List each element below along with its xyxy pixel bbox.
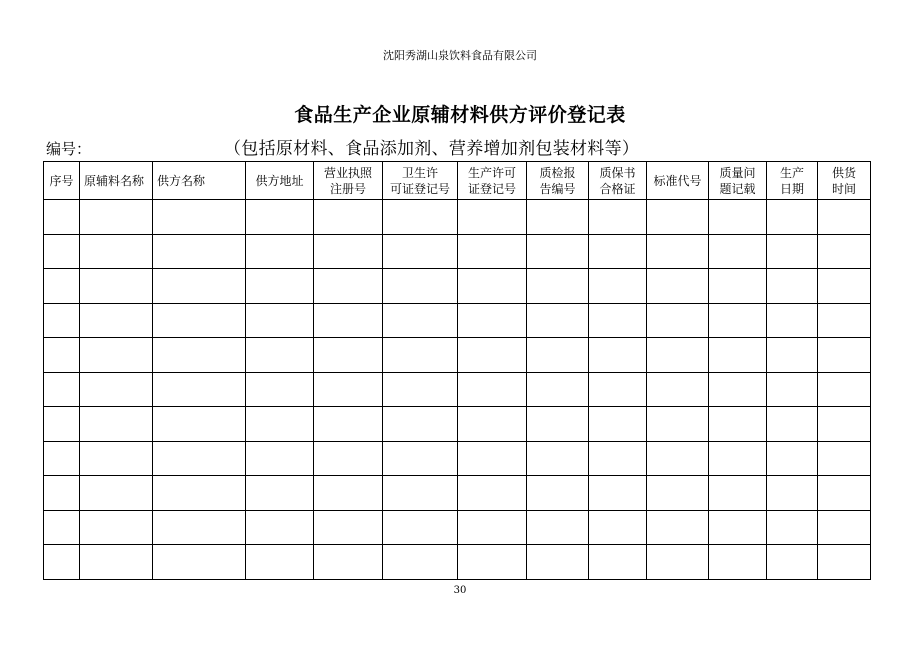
table-cell bbox=[314, 269, 383, 304]
table-cell bbox=[246, 200, 314, 235]
header-text: 告编号 bbox=[539, 181, 576, 196]
table-cell bbox=[767, 234, 818, 269]
header-text: 序号 bbox=[49, 173, 74, 188]
table-cell bbox=[647, 407, 709, 442]
table-cell bbox=[589, 545, 647, 580]
header-text: 供方地址 bbox=[255, 173, 304, 188]
table-cell bbox=[709, 269, 767, 304]
table-cell bbox=[709, 407, 767, 442]
table-cell bbox=[818, 441, 871, 476]
header-text: 注册号 bbox=[329, 181, 366, 196]
table-cell bbox=[709, 200, 767, 235]
table-cell bbox=[527, 545, 589, 580]
table-cell bbox=[246, 407, 314, 442]
table-cell bbox=[527, 234, 589, 269]
table-cell bbox=[44, 545, 80, 580]
table-cell bbox=[80, 407, 153, 442]
table-cell bbox=[80, 234, 153, 269]
table-cell bbox=[314, 476, 383, 511]
table-cell bbox=[80, 372, 153, 407]
table-cell bbox=[314, 372, 383, 407]
table-cell bbox=[314, 545, 383, 580]
header-text: 质检报 bbox=[539, 165, 576, 180]
table-cell bbox=[44, 441, 80, 476]
header-text: 日期 bbox=[779, 181, 804, 196]
table-row bbox=[44, 407, 871, 442]
table-cell bbox=[153, 269, 246, 304]
table-cell bbox=[647, 545, 709, 580]
table-cell bbox=[314, 303, 383, 338]
table-cell bbox=[80, 200, 153, 235]
table-cell bbox=[458, 476, 527, 511]
table-cell bbox=[153, 545, 246, 580]
header-material-name bbox=[80, 162, 153, 200]
table-cell bbox=[709, 476, 767, 511]
header-text: 营业执照 bbox=[323, 165, 372, 180]
table-cell bbox=[246, 303, 314, 338]
table-cell bbox=[153, 303, 246, 338]
table-cell bbox=[80, 338, 153, 373]
table-cell bbox=[527, 303, 589, 338]
header-text: 供货 bbox=[831, 165, 856, 180]
table-cell bbox=[818, 303, 871, 338]
table-cell bbox=[527, 372, 589, 407]
table-cell bbox=[527, 269, 589, 304]
table-row bbox=[44, 200, 871, 235]
table-cell bbox=[818, 545, 871, 580]
table-cell bbox=[458, 441, 527, 476]
header-business-license bbox=[314, 162, 383, 200]
table-cell bbox=[709, 303, 767, 338]
header-text: 合格证 bbox=[599, 181, 636, 196]
table-cell bbox=[709, 510, 767, 545]
table-cell bbox=[458, 269, 527, 304]
table-cell bbox=[383, 200, 458, 235]
header-production-date bbox=[767, 162, 818, 200]
table-cell bbox=[153, 510, 246, 545]
table-cell bbox=[709, 545, 767, 580]
header-seq bbox=[44, 162, 80, 200]
table-cell bbox=[44, 234, 80, 269]
table-cell bbox=[647, 200, 709, 235]
header-inspection-report bbox=[527, 162, 589, 200]
table-cell bbox=[767, 510, 818, 545]
table-cell bbox=[314, 338, 383, 373]
table-cell bbox=[767, 200, 818, 235]
table-cell bbox=[647, 441, 709, 476]
table-cell bbox=[458, 303, 527, 338]
table-cell bbox=[767, 407, 818, 442]
table-cell bbox=[767, 441, 818, 476]
table-cell bbox=[458, 200, 527, 235]
table-cell bbox=[818, 338, 871, 373]
table-cell bbox=[246, 545, 314, 580]
header-text: 质保书 bbox=[599, 165, 636, 180]
header-text: 证登记号 bbox=[467, 181, 516, 196]
table-cell bbox=[647, 476, 709, 511]
table-cell bbox=[647, 269, 709, 304]
table-cell bbox=[80, 441, 153, 476]
table-cell bbox=[589, 269, 647, 304]
table-cell bbox=[589, 407, 647, 442]
header-text: 可证登记号 bbox=[389, 181, 450, 196]
table-cell bbox=[246, 510, 314, 545]
table-cell bbox=[246, 234, 314, 269]
table-cell bbox=[153, 338, 246, 373]
table-cell bbox=[314, 234, 383, 269]
table-cell bbox=[647, 303, 709, 338]
table-cell bbox=[153, 407, 246, 442]
table-cell bbox=[709, 234, 767, 269]
table-cell bbox=[153, 441, 246, 476]
header-hygiene-permit bbox=[383, 162, 458, 200]
table-cell bbox=[458, 234, 527, 269]
table-cell bbox=[767, 269, 818, 304]
table-cell bbox=[589, 303, 647, 338]
table-cell bbox=[153, 372, 246, 407]
table-cell bbox=[383, 338, 458, 373]
header-quality-certificate bbox=[589, 162, 647, 200]
table-cell bbox=[818, 372, 871, 407]
table-cell bbox=[527, 510, 589, 545]
header-text: 供方名称 bbox=[157, 173, 206, 188]
header-text: 质量问 bbox=[719, 165, 756, 180]
table-cell bbox=[458, 338, 527, 373]
header-text: 时间 bbox=[831, 181, 856, 196]
table-body bbox=[44, 200, 871, 580]
table-cell bbox=[153, 476, 246, 511]
table-cell bbox=[44, 303, 80, 338]
table-cell bbox=[44, 372, 80, 407]
table-cell bbox=[589, 338, 647, 373]
table-cell bbox=[80, 269, 153, 304]
table-cell bbox=[709, 372, 767, 407]
table-cell bbox=[589, 476, 647, 511]
table-cell bbox=[314, 407, 383, 442]
table-cell bbox=[647, 372, 709, 407]
header-text: 题记载 bbox=[719, 181, 756, 196]
table-cell bbox=[647, 338, 709, 373]
table-cell bbox=[589, 234, 647, 269]
code-label: 编号： bbox=[46, 140, 92, 158]
table-cell bbox=[589, 372, 647, 407]
table-cell bbox=[767, 372, 818, 407]
supplier-evaluation-table bbox=[43, 161, 871, 580]
form-subtitle: （包括原材料、食品添加剂、营养增加剂包装材料等） bbox=[224, 139, 640, 159]
table-row bbox=[44, 234, 871, 269]
table-cell bbox=[314, 510, 383, 545]
table-cell bbox=[383, 407, 458, 442]
table-cell bbox=[527, 407, 589, 442]
table-row bbox=[44, 476, 871, 511]
table-row bbox=[44, 303, 871, 338]
table-cell bbox=[246, 269, 314, 304]
table-cell bbox=[44, 200, 80, 235]
table-cell bbox=[44, 269, 80, 304]
table-cell bbox=[383, 303, 458, 338]
table-cell bbox=[647, 510, 709, 545]
table-cell bbox=[767, 545, 818, 580]
table-cell bbox=[458, 510, 527, 545]
table-cell bbox=[80, 476, 153, 511]
table-row bbox=[44, 510, 871, 545]
table-cell bbox=[818, 269, 871, 304]
table-cell bbox=[80, 510, 153, 545]
table-cell bbox=[589, 510, 647, 545]
header-text: 原辅料名称 bbox=[84, 173, 145, 188]
table-cell bbox=[709, 338, 767, 373]
header-text: 生产许可 bbox=[467, 165, 516, 180]
table-cell bbox=[818, 510, 871, 545]
form-title: 食品生产企业原辅材料供方评价登记表 bbox=[294, 104, 626, 126]
table-cell bbox=[818, 200, 871, 235]
table-cell bbox=[246, 476, 314, 511]
table-cell bbox=[458, 545, 527, 580]
table-cell bbox=[527, 476, 589, 511]
table-cell bbox=[153, 200, 246, 235]
table-row bbox=[44, 441, 871, 476]
header-text: 卫生许 bbox=[401, 165, 438, 180]
table-cell bbox=[153, 234, 246, 269]
table-cell bbox=[383, 372, 458, 407]
table-cell bbox=[44, 476, 80, 511]
header-text: 生产 bbox=[779, 165, 804, 180]
table-cell bbox=[527, 200, 589, 235]
page-number: 30 bbox=[453, 585, 467, 596]
table-cell bbox=[647, 234, 709, 269]
table-cell bbox=[80, 545, 153, 580]
table-cell bbox=[383, 269, 458, 304]
table-cell bbox=[527, 338, 589, 373]
table-cell bbox=[44, 510, 80, 545]
table-cell bbox=[527, 441, 589, 476]
header-supplier-name bbox=[153, 162, 246, 200]
header-supplier-address bbox=[246, 162, 314, 200]
header-standard-code bbox=[647, 162, 709, 200]
table-cell bbox=[383, 476, 458, 511]
table-row bbox=[44, 338, 871, 373]
table-row bbox=[44, 269, 871, 304]
table-cell bbox=[314, 200, 383, 235]
table-cell bbox=[589, 441, 647, 476]
table-cell bbox=[818, 407, 871, 442]
table-cell bbox=[44, 338, 80, 373]
table-cell bbox=[383, 234, 458, 269]
header-supply-time bbox=[818, 162, 871, 200]
company-name: 沈阳秀湖山泉饮料食品有限公司 bbox=[383, 49, 537, 62]
table-cell bbox=[589, 200, 647, 235]
table-cell bbox=[383, 510, 458, 545]
table-cell bbox=[818, 476, 871, 511]
table-cell bbox=[246, 441, 314, 476]
table-cell bbox=[314, 441, 383, 476]
table-cell bbox=[709, 441, 767, 476]
table-cell bbox=[383, 545, 458, 580]
table-cell bbox=[458, 372, 527, 407]
table-cell bbox=[767, 338, 818, 373]
table-cell bbox=[767, 476, 818, 511]
table-cell bbox=[246, 338, 314, 373]
table-cell bbox=[383, 441, 458, 476]
header-text: 标准代号 bbox=[653, 173, 702, 188]
table-cell bbox=[44, 407, 80, 442]
table-cell bbox=[246, 372, 314, 407]
table-cell bbox=[818, 234, 871, 269]
table-cell bbox=[767, 303, 818, 338]
table-header-row bbox=[44, 162, 871, 200]
header-production-permit bbox=[458, 162, 527, 200]
header-quality-issues bbox=[709, 162, 767, 200]
table-cell bbox=[458, 407, 527, 442]
table-row bbox=[44, 545, 871, 580]
table-cell bbox=[80, 303, 153, 338]
table-row bbox=[44, 372, 871, 407]
